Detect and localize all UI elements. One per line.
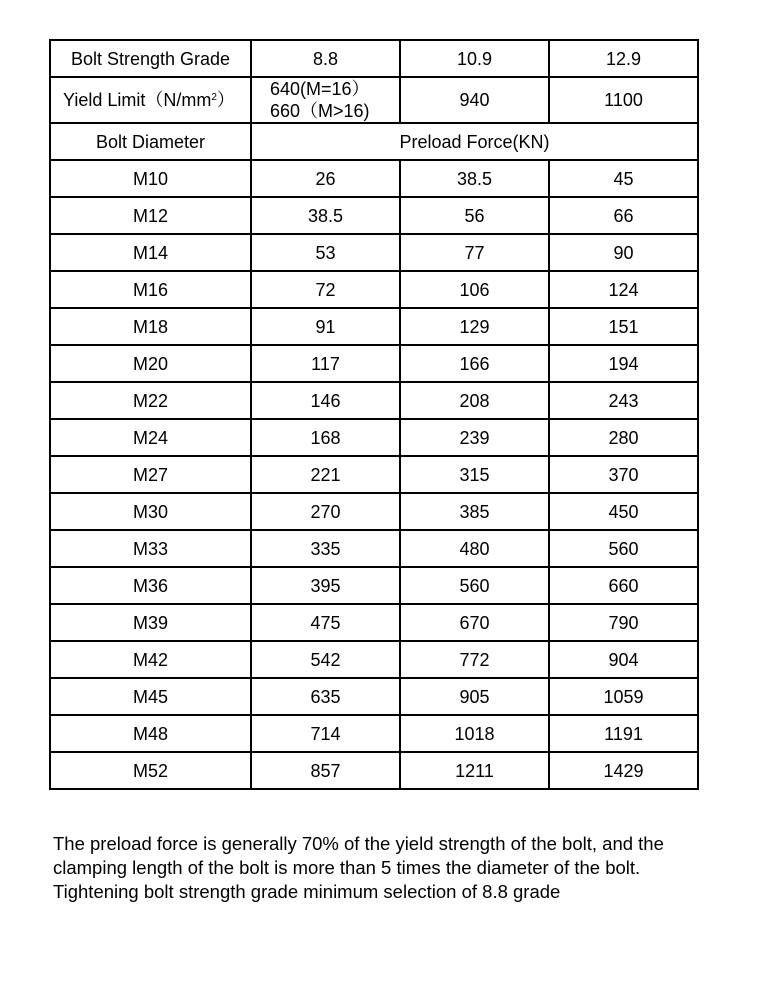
table-row (50, 197, 698, 234)
diameter-cell: M30 (50, 493, 251, 530)
preload-12-9-cell: 1429 (549, 752, 698, 789)
preload-10-9-cell: 129 (400, 308, 549, 345)
table-row (50, 752, 698, 789)
diameter-cell: M12 (50, 197, 251, 234)
preload-12-9-cell: 45 (549, 160, 698, 197)
diameter-cell: M52 (50, 752, 251, 789)
preload-12-9-cell: 904 (549, 641, 698, 678)
grade-header-label: Bolt Strength Grade (50, 40, 251, 77)
table-row (50, 530, 698, 567)
preload-8-8-cell: 857 (251, 752, 400, 789)
diameter-cell: M10 (50, 160, 251, 197)
preload-8-8-cell: 635 (251, 678, 400, 715)
preload-12-9-cell: 280 (549, 419, 698, 456)
yield-limit-label-text: Yield Limit（N/mm (63, 90, 212, 110)
table-row (50, 271, 698, 308)
diameter-cell: M36 (50, 567, 251, 604)
yield-limit-8-8-line1: 640(M=16） (270, 79, 370, 99)
preload-12-9-cell: 194 (549, 345, 698, 382)
grade-header-row (50, 40, 698, 77)
preload-10-9-cell: 239 (400, 419, 549, 456)
preload-12-9-cell: 450 (549, 493, 698, 530)
table-row (50, 308, 698, 345)
yield-limit-8-8 (251, 77, 400, 123)
diameter-cell: M39 (50, 604, 251, 641)
yield-limit-label-close: ） (216, 90, 235, 110)
preload-10-9-cell: 77 (400, 234, 549, 271)
preload-8-8-cell: 91 (251, 308, 400, 345)
preload-10-9-cell: 166 (400, 345, 549, 382)
grade-10-9-header: 10.9 (400, 40, 549, 77)
preload-8-8-cell: 335 (251, 530, 400, 567)
table-row (50, 456, 698, 493)
preload-10-9-cell: 772 (400, 641, 549, 678)
preload-8-8-cell: 168 (251, 419, 400, 456)
preload-10-9-cell: 385 (400, 493, 549, 530)
preload-12-9-cell: 1191 (549, 715, 698, 752)
diameter-cell: M20 (50, 345, 251, 382)
preload-12-9-cell: 790 (549, 604, 698, 641)
preload-8-8-cell: 221 (251, 456, 400, 493)
yield-limit-row (50, 77, 698, 123)
preload-10-9-cell: 56 (400, 197, 549, 234)
yield-limit-12-9: 1100 (549, 77, 698, 123)
preload-force-header: Preload Force(KN) (251, 123, 698, 160)
preload-8-8-cell: 53 (251, 234, 400, 271)
preload-12-9-cell: 1059 (549, 678, 698, 715)
diameter-cell: M18 (50, 308, 251, 345)
preload-8-8-cell: 38.5 (251, 197, 400, 234)
diameter-cell: M14 (50, 234, 251, 271)
grade-8-8-header: 8.8 (251, 40, 400, 77)
table-row (50, 715, 698, 752)
grade-12-9-header: 12.9 (549, 40, 698, 77)
preload-10-9-cell: 1018 (400, 715, 549, 752)
table-row (50, 160, 698, 197)
preload-12-9-cell: 151 (549, 308, 698, 345)
yield-limit-label (50, 77, 251, 123)
diameter-cell: M16 (50, 271, 251, 308)
preload-8-8-cell: 714 (251, 715, 400, 752)
preload-note: The preload force is generally 70% of the yield strength of the bolt, and the clamping length of the bolt is more than 5 times the diameter of the bolt. Tightening bolt strength grade minimum selection of 8.8 grade (53, 833, 664, 902)
preload-12-9-cell: 90 (549, 234, 698, 271)
diameter-cell: M33 (50, 530, 251, 567)
preload-10-9-cell: 208 (400, 382, 549, 419)
table-row (50, 493, 698, 530)
diameter-cell: M27 (50, 456, 251, 493)
table-row (50, 345, 698, 382)
diameter-header-label: Bolt Diameter (50, 123, 251, 160)
diameter-cell: M42 (50, 641, 251, 678)
table-row (50, 604, 698, 641)
preload-10-9-cell: 905 (400, 678, 549, 715)
preload-12-9-cell: 560 (549, 530, 698, 567)
table-row (50, 419, 698, 456)
preload-8-8-cell: 542 (251, 641, 400, 678)
preload-12-9-cell: 660 (549, 567, 698, 604)
preload-10-9-cell: 560 (400, 567, 549, 604)
preload-10-9-cell: 315 (400, 456, 549, 493)
preload-8-8-cell: 26 (251, 160, 400, 197)
preload-8-8-cell: 270 (251, 493, 400, 530)
diameter-cell: M24 (50, 419, 251, 456)
yield-limit-8-8-line2: 660（M>16) (270, 101, 370, 121)
bolt-preload-table (49, 39, 699, 790)
preload-8-8-cell: 475 (251, 604, 400, 641)
preload-12-9-cell: 124 (549, 271, 698, 308)
preload-10-9-cell: 106 (400, 271, 549, 308)
diameter-cell: M22 (50, 382, 251, 419)
table-row (50, 234, 698, 271)
diameter-header-row (50, 123, 698, 160)
diameter-cell: M48 (50, 715, 251, 752)
preload-8-8-cell: 395 (251, 567, 400, 604)
table-row (50, 641, 698, 678)
yield-limit-exponent: 2 (211, 92, 217, 103)
table-row (50, 382, 698, 419)
preload-12-9-cell: 66 (549, 197, 698, 234)
table-row (50, 567, 698, 604)
preload-10-9-cell: 1211 (400, 752, 549, 789)
yield-limit-10-9: 940 (400, 77, 549, 123)
preload-10-9-cell: 670 (400, 604, 549, 641)
preload-8-8-cell: 146 (251, 382, 400, 419)
preload-8-8-cell: 72 (251, 271, 400, 308)
preload-12-9-cell: 243 (549, 382, 698, 419)
preload-10-9-cell: 38.5 (400, 160, 549, 197)
preload-8-8-cell: 117 (251, 345, 400, 382)
preload-10-9-cell: 480 (400, 530, 549, 567)
diameter-cell: M45 (50, 678, 251, 715)
table-row (50, 678, 698, 715)
preload-12-9-cell: 370 (549, 456, 698, 493)
